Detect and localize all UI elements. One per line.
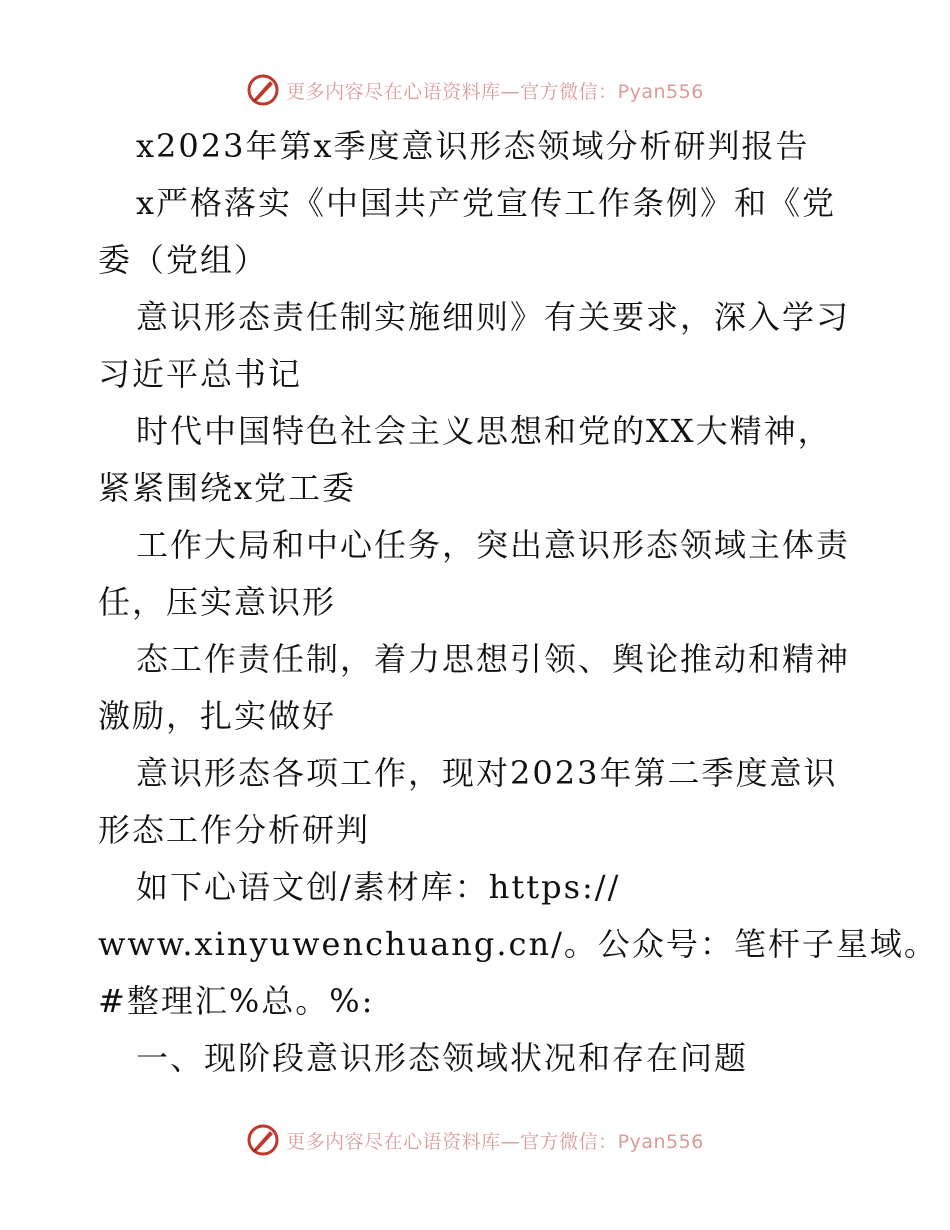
section-heading: 一、现阶段意识形态领域状况和存在问题 [136,1039,749,1077]
paragraph-line: 如下心语文创/素材库：https:// [136,868,621,906]
paragraph-line: x严格落实《中国共产党宣传工作条例》和《党 [136,184,837,222]
document-title: x2023年第x季度意识形态领域分析研判报告 [136,127,810,165]
paragraph-line: 时代中国特色社会主义思想和党的XX大精神， [136,412,832,450]
paragraph-line: 任，压实意识形 [98,583,337,621]
watermark-text: 更多内容尽在心语资料库—官方微信：Pyan556 [286,1130,704,1153]
paragraph-line: 紧紧围绕x党工委 [98,469,357,507]
paragraph-line: 习近平总书记 [98,355,303,393]
watermark-text: 更多内容尽在心语资料库—官方微信：Pyan556 [286,80,704,103]
paragraph-line: 激励，扎实做好 [98,697,337,735]
paragraph-line: 工作大局和中心任务，突出意识形态领域主体责 [136,526,851,564]
paragraph-line-url: www.xinyuwenchuang.cn/。公众号：笔杆子星域。 [98,925,938,963]
paragraph-line: 委（党组） [98,241,269,279]
paragraph-line: 形态工作分析研判 [98,811,371,849]
footer-watermark [0,1122,950,1158]
document-body [98,118,938,1087]
quill-pen-logo-icon [246,1123,280,1157]
quill-pen-logo-icon [246,73,280,107]
paragraph-line: 态工作责任制，着力思想引领、舆论推动和精神 [136,640,851,678]
paragraph-line: #整理汇%总。%: [98,982,375,1020]
header-watermark [0,72,950,108]
paragraph-line: 意识形态各项工作，现对2023年第二季度意识 [136,754,838,792]
paragraph-line: 意识形态责任制实施细则》有关要求，深入学习 [136,298,851,336]
